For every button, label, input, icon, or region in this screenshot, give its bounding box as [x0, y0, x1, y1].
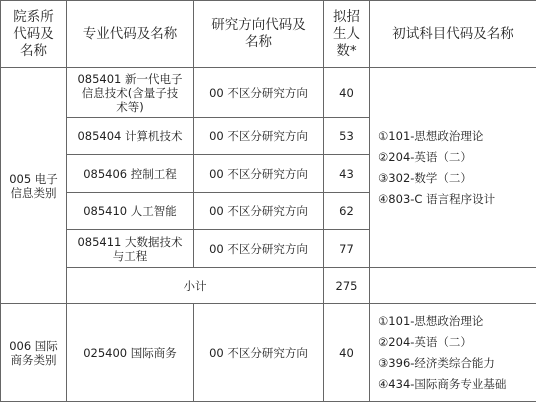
- direction-cell: 00 不区分研究方向: [194, 193, 324, 230]
- quota-cell: 77: [324, 230, 370, 268]
- major-cell: 025400 国际商务: [67, 304, 194, 402]
- table-row: [1, 304, 536, 402]
- subject-item: ①101-思想政治理论: [378, 311, 534, 332]
- subject-item: ②204-英语（二）: [378, 332, 534, 353]
- table-header-row: [1, 1, 536, 68]
- subject-item: ③396-经济类综合能力: [378, 353, 534, 374]
- direction-cell: 00 不区分研究方向: [194, 155, 324, 193]
- subject-item: ③302-数学（二）: [378, 168, 534, 189]
- header-direction: 研究方向代码及 名称: [194, 1, 324, 68]
- direction-cell: 00 不区分研究方向: [194, 304, 324, 402]
- quota-cell: 40: [324, 68, 370, 118]
- subject-item: ②204-英语（二）: [378, 147, 534, 168]
- subtotal-row: [1, 268, 536, 304]
- subjects-cell: [370, 304, 536, 402]
- header-college: 院系所 代码及 名称: [1, 1, 67, 68]
- subject-item: ①101-思想政治理论: [378, 126, 534, 147]
- quota-cell: 43: [324, 155, 370, 193]
- subtotal-value: 275: [324, 268, 370, 304]
- quota-cell: 53: [324, 118, 370, 155]
- major-cell: 085401 新一代电子 信息技术(含量子技 术等): [67, 68, 194, 118]
- major-cell: 085404 计算机技术: [67, 118, 194, 155]
- college-cell: 005 电子 信息类别: [1, 68, 67, 304]
- header-major: 专业代码及名称: [67, 1, 194, 68]
- college-cell: 006 国际 商务类别: [1, 304, 67, 402]
- subtotal-empty-cell: [370, 268, 536, 304]
- subject-item: ④434-国际商务专业基础: [378, 374, 534, 395]
- direction-cell: 00 不区分研究方向: [194, 230, 324, 268]
- table-row: [1, 68, 536, 118]
- header-quota: 拟招 生人 数*: [324, 1, 370, 68]
- subjects-cell: [370, 68, 536, 268]
- subject-item: ④803-C 语言程序设计: [378, 189, 534, 210]
- direction-cell: 00 不区分研究方向: [194, 118, 324, 155]
- quota-cell: 62: [324, 193, 370, 230]
- quota-cell: 40: [324, 304, 370, 402]
- subtotal-label: 小计: [67, 268, 324, 304]
- major-cell: 085406 控制工程: [67, 155, 194, 193]
- major-cell: 085410 人工智能: [67, 193, 194, 230]
- header-subjects: 初试科目代码及名称: [370, 1, 536, 68]
- direction-cell: 00 不区分研究方向: [194, 68, 324, 118]
- major-cell: 085411 大数据技术 与工程: [67, 230, 194, 268]
